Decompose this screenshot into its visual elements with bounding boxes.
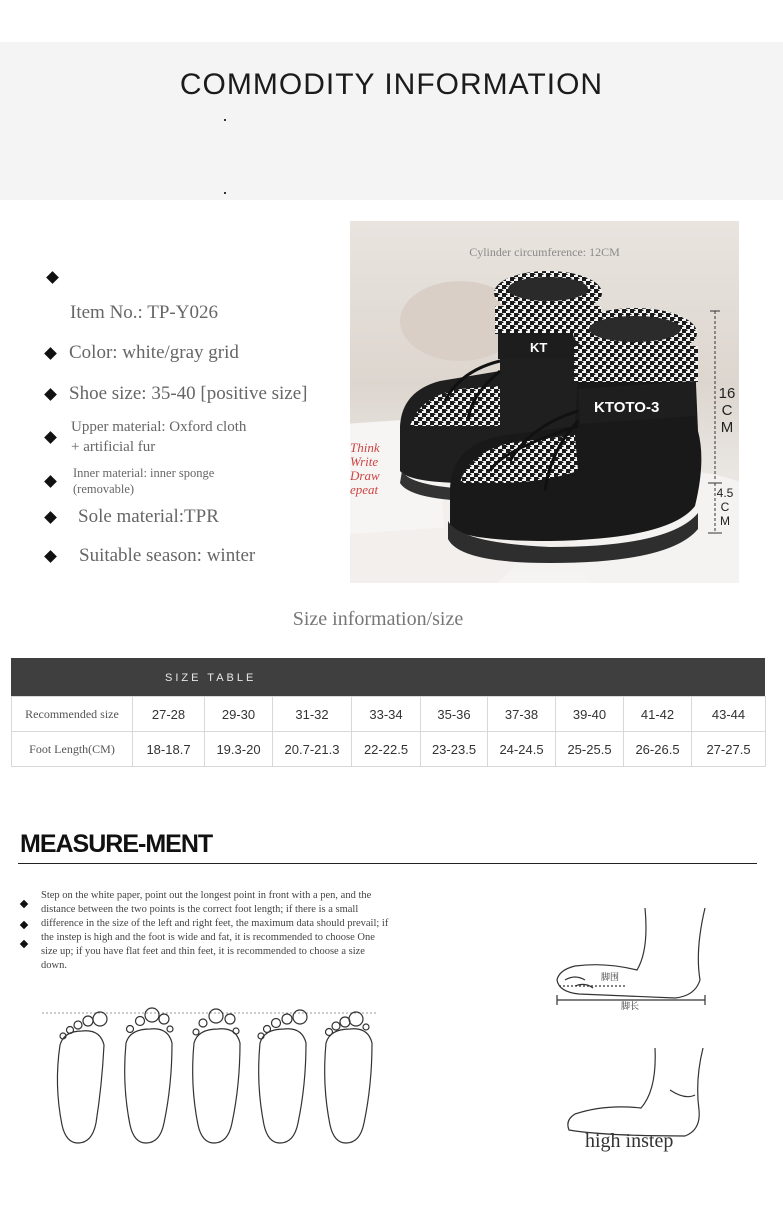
- decor-dot: [224, 192, 226, 194]
- bullet-icon: [20, 900, 28, 908]
- table-cell: 35-36: [421, 697, 488, 732]
- table-cell: 23-23.5: [421, 732, 488, 767]
- decor-dot: [224, 119, 226, 121]
- side-foot-illustration: [545, 900, 715, 1160]
- product-photo: [350, 221, 739, 583]
- spec-upper-material-text: Upper material: Oxford cloth: [71, 419, 247, 435]
- measurement-instructions: Step on the white paper, point out the longest point in front with a pen, and the distance between the two points is the correct foot length; if there is a small difference in the size of the left and right feet, the maximum data should prevail; if the instep is high and the foot is wide and fat, it is recommended to choose One size up; if you have flat feet and thin feet, it is recommended to choose a size down.: [41, 890, 389, 971]
- table-cell: 27-28: [133, 697, 205, 732]
- shaft-height-value: 16: [718, 385, 736, 402]
- shaft-height-unit-c: C: [721, 402, 733, 419]
- paper-text: epeat: [350, 482, 379, 497]
- spec-sole-material-text: Sole material:TPR: [78, 506, 219, 527]
- size-table-title: SIZE TABLE: [11, 658, 765, 696]
- bullet-icon: [44, 388, 57, 401]
- diagram-label: 脚围: [601, 973, 620, 983]
- sole-height-value: 4.5: [716, 486, 734, 500]
- row-label: Foot Length(CM): [12, 732, 133, 767]
- spec-upper-material-text-2: + artificial fur: [71, 439, 156, 455]
- bullet-icon: [20, 921, 28, 929]
- high-instep-label: high instep: [585, 1130, 674, 1152]
- bullet-icon: [44, 347, 57, 360]
- table-cell: 25-25.5: [556, 732, 624, 767]
- size-table-grid: [11, 696, 766, 767]
- shaft-height-unit-m: M: [720, 419, 734, 436]
- table-cell: 41-42: [624, 697, 692, 732]
- spec-color-text: Color: white/gray grid: [69, 342, 239, 363]
- table-cell: 24-24.5: [488, 732, 556, 767]
- table-cell: 37-38: [488, 697, 556, 732]
- boots-illustration: [350, 221, 739, 583]
- bullet-icon: [44, 550, 57, 563]
- paper-text: Draw: [350, 468, 380, 483]
- table-cell: 29-30: [205, 697, 273, 732]
- photo-caption: Cylinder circumference: 12CM: [469, 245, 620, 259]
- spec-inner-material-text: Inner material: inner sponge: [73, 466, 215, 480]
- bullet-icon: [46, 271, 59, 284]
- spec-color: [46, 342, 239, 364]
- table-cell: 20.7-21.3: [273, 732, 352, 767]
- svg-text:KT: KT: [530, 340, 548, 355]
- bullet-icon: [44, 475, 57, 488]
- table-cell: 33-34: [352, 697, 421, 732]
- shaft-height-label: [716, 385, 738, 436]
- size-table: [11, 658, 765, 767]
- spec-inner-material: [46, 465, 214, 497]
- page-title: COMMODITY INFORMATION: [179, 68, 604, 101]
- spec-season-text: Suitable season: winter: [79, 545, 256, 566]
- table-cell: 18-18.7: [133, 732, 205, 767]
- divider: [18, 863, 757, 864]
- size-info-heading: Size information/size: [292, 608, 464, 630]
- spec-sole-material: [46, 506, 219, 528]
- table-cell: 19.3-20: [205, 732, 273, 767]
- spec-season: [46, 545, 255, 567]
- paper-text: Think: [350, 440, 380, 455]
- bullet-icon: [20, 940, 28, 948]
- diagram-label: 脚长: [621, 1002, 640, 1012]
- spec-shoe-size-text: Shoe size: 35-40 [positive size]: [69, 383, 308, 404]
- table-cell: 39-40: [556, 697, 624, 732]
- paper-text: Write: [350, 454, 379, 469]
- foot-outlines-illustration: [42, 1005, 378, 1155]
- table-cell: 22-22.5: [352, 732, 421, 767]
- bullet-icon: [44, 431, 57, 444]
- table-cell: 43-44: [692, 697, 766, 732]
- table-cell: 26-26.5: [624, 732, 692, 767]
- sole-height-unit-m: M: [720, 514, 730, 528]
- sole-height-unit-c: C: [720, 500, 730, 514]
- commodity-banner: [0, 42, 783, 200]
- spec-inner-material-text-2: (removable): [73, 482, 135, 496]
- bullet-icon: [44, 511, 57, 524]
- sole-height-label: [712, 486, 738, 528]
- table-row: [12, 732, 766, 767]
- row-label: Recommended size: [12, 697, 133, 732]
- spec-item-no-text: Item No.: TP-Y026: [70, 302, 218, 323]
- spec-upper-material: [46, 417, 246, 457]
- spec-item-no: [70, 302, 218, 324]
- brand-print: KTOTO-3: [594, 399, 660, 416]
- spec-shoe-size: [46, 383, 308, 405]
- table-row: [12, 697, 766, 732]
- measurement-title: MEASURE-MENT: [20, 830, 213, 858]
- table-cell: 27-27.5: [692, 732, 766, 767]
- table-cell: 31-32: [273, 697, 352, 732]
